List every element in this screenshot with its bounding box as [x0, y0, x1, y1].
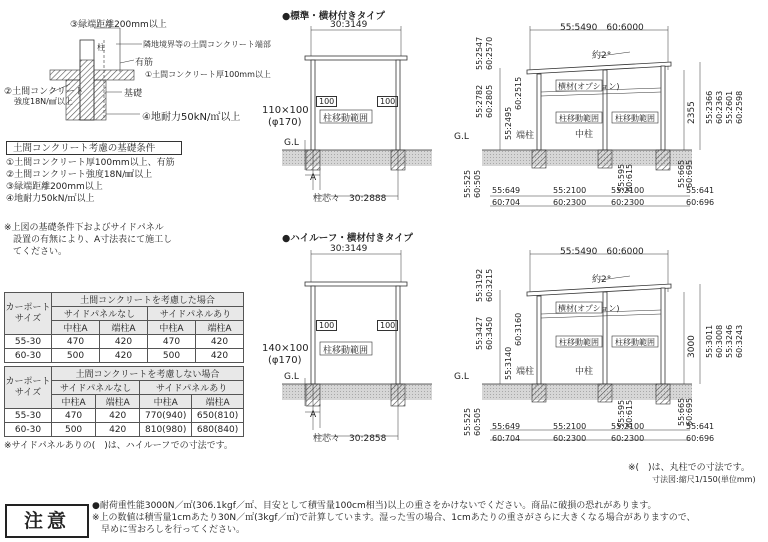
std-side-width: 30:3149 — [330, 20, 368, 30]
label-edge-distance: ③緑端距離200mm以上 — [70, 20, 167, 30]
high-h-left-1: 55:3427 — [475, 316, 484, 350]
high-bottom-6: 60:2300 — [611, 434, 645, 443]
footnote-round-post: ※( )は、丸柱での寸法です。 — [628, 463, 750, 473]
high-h-left-5: 55:3140 — [504, 346, 513, 380]
std-h-right-3: 55:2601 — [725, 90, 734, 124]
table-title: 土間コンクリートを考慮しない場合 — [52, 367, 244, 381]
std-end-post: 端柱 — [516, 131, 535, 141]
std-d-left-1: 55:525 — [463, 169, 472, 198]
std-h-left-4: 60:2570 — [485, 36, 494, 70]
sub-header: 中柱A — [52, 395, 96, 409]
high-h-right: 3000 — [687, 335, 697, 358]
high-side-a: A — [310, 410, 317, 420]
std-d-left-2: 60:505 — [473, 169, 482, 198]
side-roof — [305, 56, 407, 60]
std-h-right-2: 60:2363 — [715, 90, 724, 124]
high-d-right-1: 55:665 — [677, 397, 686, 426]
group-panel: サイドパネルあり — [140, 381, 244, 395]
high-h-right-4: 60:3243 — [735, 324, 744, 358]
table-title: 土間コンクリートを考慮した場合 — [52, 293, 244, 307]
high-bottom-7: 55:641 — [686, 422, 715, 431]
sub-header: 端柱A — [96, 395, 140, 409]
std-h-left-5: 55:2495 — [504, 106, 513, 140]
label-strength-2: 強度18N/㎟以上 — [14, 97, 73, 106]
std-bottom-7: 55:641 — [686, 186, 715, 195]
std-h-left-6: 60:2515 — [514, 76, 523, 110]
table-without-concrete — [4, 366, 244, 437]
group-no-panel: サイドパネルなし — [52, 381, 140, 395]
label-thickness: ①土間コンクリート厚100mm以上 — [145, 70, 271, 79]
std-h-left-3: 55:2547 — [475, 36, 484, 70]
high-side-range: 柱移動範囲 — [323, 346, 369, 356]
sub-header: 中柱A — [147, 321, 195, 335]
std-h-right-1: 55:2366 — [705, 90, 714, 124]
group-panel: サイドパネルあり — [147, 307, 243, 321]
std-mark-left: 100 — [316, 96, 337, 107]
note-line: 設置の有無により、A寸法表にて施工し — [4, 235, 173, 245]
high-front-gl: G.L — [454, 372, 469, 382]
high-h-left-4: 60:3215 — [485, 268, 494, 302]
high-bottom-3: 55:2100 — [553, 422, 587, 431]
footnote-scale: 寸法図:縮尺1/150(単位mm) — [652, 475, 756, 484]
std-h-left-1: 55:2782 — [475, 84, 484, 118]
std-h-right-4: 60:2598 — [735, 90, 744, 124]
note-line: てください。 — [4, 247, 68, 257]
table-header-carport: カーポート サイズ — [5, 367, 52, 409]
conditions-title: 土間コンクリート考慮の基礎条件 — [6, 141, 182, 155]
std-d-mid-1: 55:595 — [617, 163, 626, 192]
std-d-right-1: 55:665 — [677, 159, 686, 188]
high-h-right-1: 55:3011 — [705, 324, 714, 358]
high-bottom-4: 60:2300 — [553, 434, 587, 443]
label-rebar: 有筋 — [135, 58, 154, 68]
high-d-mid-2: 60:615 — [625, 399, 634, 428]
high-bottom-5: 55:2100 — [611, 422, 645, 431]
std-option: 横材(オプション) — [558, 82, 620, 91]
label-strength-1: ②土間コンクリート — [4, 87, 84, 97]
table-header-carport: カーポート サイズ — [5, 293, 52, 335]
high-d-right-2: 60:695 — [685, 397, 694, 426]
std-bottom-4: 60:2300 — [553, 198, 587, 207]
conditions-list — [6, 157, 175, 205]
note-line: ※上図の基礎条件下およびサイドパネル — [4, 223, 164, 233]
high-mark-right: 100 — [377, 320, 398, 331]
table-note: ※サイドパネルありの( )は、ハイルーフでの寸法です。 — [4, 441, 233, 451]
high-side-gl: G.L — [284, 372, 299, 382]
front-roof — [527, 62, 671, 74]
std-front-gl: G.L — [454, 132, 469, 142]
std-post-dia: (φ170) — [268, 117, 302, 128]
condition-item: ④地耐力50kN/㎡以上 — [6, 194, 95, 204]
sub-header: 端柱A — [99, 321, 147, 335]
group-no-panel: サイドパネルなし — [52, 307, 148, 321]
section-title-standard: ●標準・横材付きタイプ — [282, 11, 385, 22]
section-title-high: ●ハイルーフ・横材付きタイプ — [282, 233, 413, 244]
notice-line: ●耐荷重性能3000N／㎡(306.1kgf／㎡、目安として積雪量100cm相当)以上の重さをかけないでください。商品に破損の恐れがあります。 — [92, 501, 657, 511]
high-d-mid-1: 55:595 — [617, 399, 626, 428]
high-bottom-1: 55:649 — [492, 422, 521, 431]
high-h-right-3: 55:3246 — [725, 324, 734, 358]
label-neighbor-concrete: 隣地境界等の土間コンクリート端部 — [143, 40, 271, 49]
std-d-mid-2: 60:615 — [625, 163, 634, 192]
std-side-gl: G.L — [284, 138, 299, 148]
std-bottom-6: 60:2300 — [611, 198, 645, 207]
std-slope: 約2° — [592, 51, 612, 61]
high-d-left-1: 55:525 — [463, 407, 472, 436]
std-mark-right: 100 — [377, 96, 398, 107]
high-post-size: 140×100 — [262, 343, 309, 354]
foundation-note — [4, 222, 172, 258]
high-side-width: 30:3149 — [330, 244, 368, 254]
high-bottom-2: 60:704 — [492, 434, 521, 443]
notice-text — [92, 500, 764, 536]
high-range1: 柱移動範囲 — [559, 338, 599, 347]
std-front-width: 55:5490 60:6000 — [560, 23, 644, 33]
high-mid-post: 中柱 — [575, 367, 594, 377]
std-h-right: 2355 — [687, 101, 697, 124]
std-mid-post: 中柱 — [575, 130, 594, 140]
high-h-left-6: 60:3160 — [514, 312, 523, 346]
sub-header: 端柱A — [192, 395, 244, 409]
std-bottom-5: 55:2100 — [611, 186, 645, 195]
sub-header: 中柱A — [140, 395, 192, 409]
notice-line: ※上の数値は積雪量1cmあたり30N／㎡(3kgf／㎡)で計算しています。湿った雪の場合、1cmあたりの重さがさらに大きくなる場合がありますので、 — [92, 513, 696, 523]
high-side-span: 柱芯々 30:2858 — [313, 434, 387, 444]
table-row: 60-30 500 420 810(980) 680(840) — [5, 423, 244, 437]
sub-header: 中柱A — [52, 321, 100, 335]
std-range2: 柱移動範囲 — [615, 114, 655, 123]
std-range1: 柱移動範囲 — [559, 114, 599, 123]
label-foundation: 基礎 — [124, 89, 143, 99]
condition-item: ①土間コンクリート厚100mm以上、有筋 — [6, 158, 175, 168]
sub-header: 端柱A — [195, 321, 243, 335]
std-bottom-3: 55:2100 — [553, 186, 587, 195]
high-mark-left: 100 — [316, 320, 337, 331]
ground — [282, 150, 432, 166]
label-bearing: ④地耐力50kN/㎡以上 — [142, 112, 241, 123]
label-post: 柱 — [97, 43, 105, 52]
std-h-left-2: 60:2805 — [485, 84, 494, 118]
high-h-left-2: 60:3450 — [485, 316, 494, 350]
notice-label: 注意 — [5, 504, 89, 538]
std-post-size: 110×100 — [262, 105, 309, 116]
high-option: 横材(オプション) — [558, 304, 620, 313]
high-bottom-8: 60:696 — [686, 434, 715, 443]
table-row: 55-30 470 420 770(940) 650(810) — [5, 409, 244, 423]
std-bottom-8: 60:696 — [686, 198, 715, 207]
table-with-concrete — [4, 292, 244, 363]
std-bottom-2: 60:704 — [492, 198, 521, 207]
std-side-range: 柱移動範囲 — [323, 114, 369, 124]
std-side-span: 柱芯々 30:2888 — [313, 194, 387, 204]
std-bottom-1: 55:649 — [492, 186, 521, 195]
high-front-width: 55:5490 60:6000 — [560, 247, 644, 257]
high-post-dia: (φ170) — [268, 355, 302, 366]
high-h-left-3: 55:3192 — [475, 268, 484, 302]
high-slope: 約2° — [592, 275, 612, 285]
table-row: 60-30 500 420 500 420 — [5, 349, 244, 363]
high-h-right-2: 60:3008 — [715, 324, 724, 358]
std-d-right-2: 60:695 — [685, 159, 694, 188]
table-row: 55-30 470 420 470 420 — [5, 335, 244, 349]
high-end-post: 端柱 — [516, 367, 535, 377]
condition-item: ③緑端距離200mm以上 — [6, 182, 103, 192]
high-range2: 柱移動範囲 — [615, 338, 655, 347]
notice-line: 早めに雪おろしを行ってください。 — [92, 525, 246, 535]
std-side-a: A — [310, 173, 317, 183]
condition-item: ②土間コンクリート強度18N/㎟以上 — [6, 170, 153, 180]
high-d-left-2: 60:505 — [473, 407, 482, 436]
